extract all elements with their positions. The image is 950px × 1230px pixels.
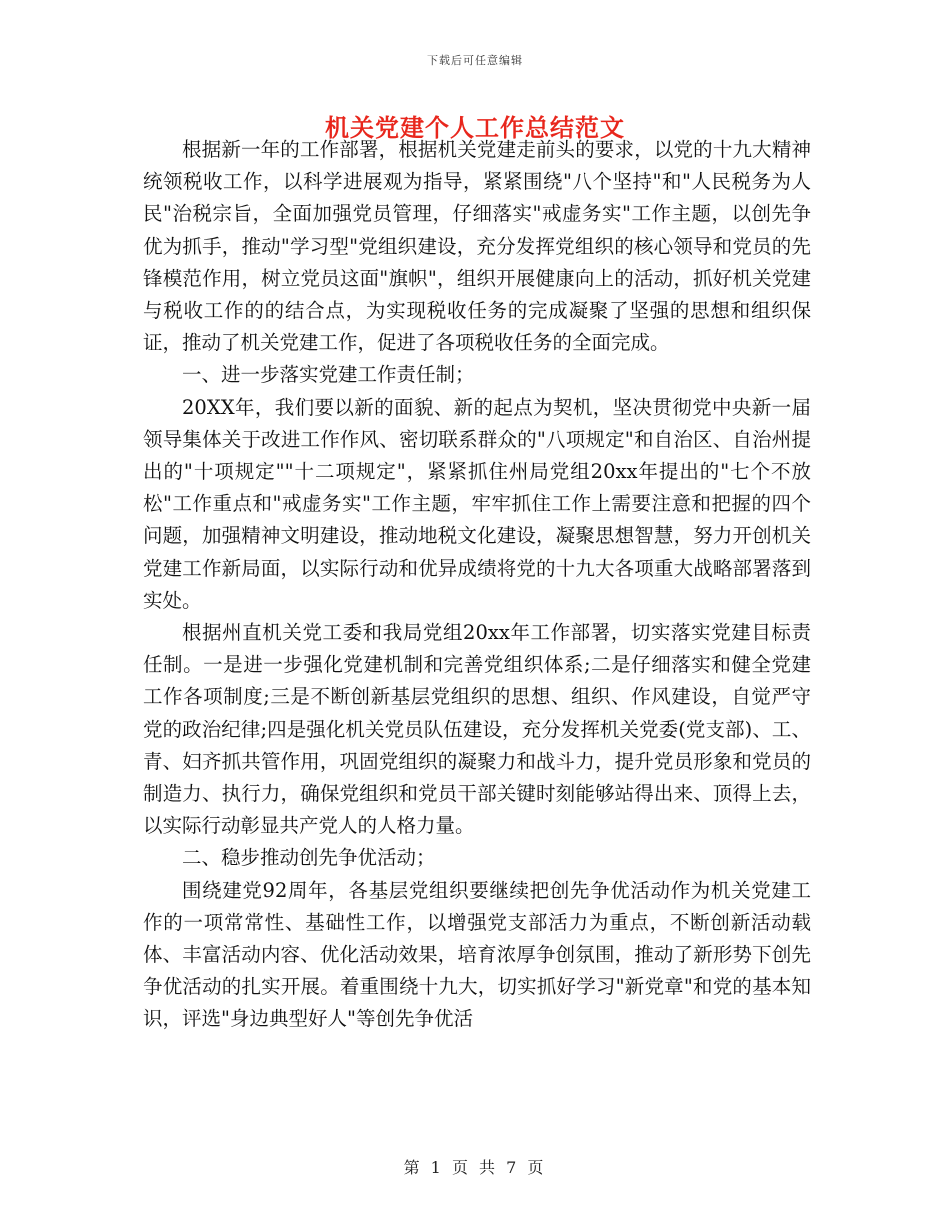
section-heading-2: 二、稳步推动创先争优活动； xyxy=(182,846,436,870)
header-note: 下载后可任意编辑 xyxy=(427,54,523,67)
paragraph-intro: 根据新一年的工作部署，根据机关党建走前头的要求，以党的十九大精神统领税收工作，以科学进展观为指导，紧紧围绕"八个坚持"和"人民税务为人民"治税宗旨，全面加强党员管理，仔细落实"戒虚务实"工作主题，以创先争优为抓手，推动"学习型"党组织建设，充分发挥党组织的核心领导和党员的先锋模范作用，树立党员这面"旗帜"，组织开展健康向上的活动，抓好机关党建与税收工作的的结合点，为实现税收任务的完成凝聚了坚强的思想和组织保证，推动了机关党建工作，促进了各项税收任务的全面完成。 xyxy=(143,138,811,355)
document-body xyxy=(143,134,811,1036)
paragraph-section-1b: 根据州直机关党工委和我局党组20xx年工作部署，切实落实党建目标责任制。一是进一步强化党建机制和完善党组织体系;二是仔细落实和健全党建工作各项制度;三是不断创新基层党组织的思想、组织、作风建设，自觉严守党的政治纪律;四是强化机关党员队伍建设，充分发挥机关党委(党支部)、工、青、妇齐抓共管作用，巩固党组织的凝聚力和战斗力，提升党员形象和党员的制造力、执行力，确保党组织和党员干部关键时刻能够站得出来、顶得上去，以实际行动彰显共产党人的人格力量。 xyxy=(143,621,811,838)
document-title: 机关党建个人工作总结范文 xyxy=(325,113,625,142)
section-heading-1: 一、进一步落实党建工作责任制； xyxy=(182,363,475,387)
page-number-footer: 第 1 页 共 7 页 xyxy=(403,1158,547,1177)
paragraph-section-1a: 20XX年，我们要以新的面貌、新的起点为契机，坚决贯彻党中央新一届领导集体关于改进工作作风、密切联系群众的"八项规定"和自治区、自治州提出的"十项规定""十二项规定"，紧紧抓住州局党组20xx年提出的"七个不放松"工作重点和"戒虚务实"工作主题，牢牢抓住工作上需要注意和把握的四个问题，加强精神文明建设，推动地税文化建设，凝聚思想智慧，努力开创机关党建工作新局面，以实际行动和优异成绩将党的十九大各项重大战略部署落到实处。 xyxy=(143,395,811,612)
paragraph-section-2a: 围绕建党92周年，各基层党组织要继续把创先争优活动作为机关党建工作的一项常常性、基础性工作，以增强党支部活力为重点，不断创新活动载体、丰富活动内容、优化活动效果，培育浓厚争创氛围，推动了新形势下创先争优活动的扎实开展。着重围绕十九大，切实抓好学习"新党章"和党的基本知识，评选"身边典型好人"等创先争优活 xyxy=(143,878,811,1031)
